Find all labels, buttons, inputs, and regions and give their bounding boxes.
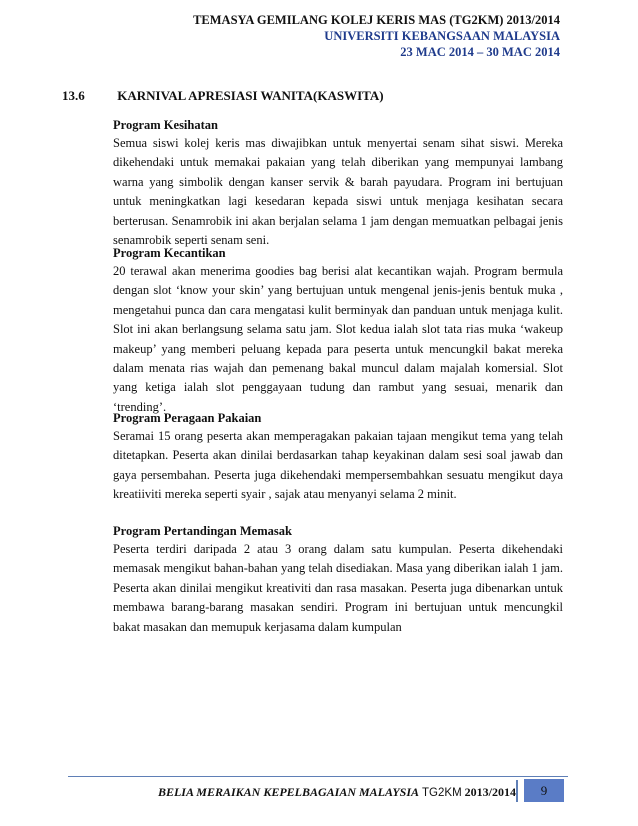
program-block-peragaan-pakaian xyxy=(113,411,563,505)
page-footer xyxy=(68,778,568,804)
page-number: 9 xyxy=(524,779,564,802)
header-university: UNIVERSITI KEBANGSAAN MALAYSIA xyxy=(324,29,560,43)
section-heading xyxy=(62,88,384,104)
program-body: 20 terawal akan menerima goodies bag berisi alat kecantikan wajah. Program bermula dengan slot ‘know your skin’ yang bertujuan untuk mengenal jenis-jenis bentuk muka , mengetahui punca dan cara mengatasi kulit berminyak dan panduan untuk menjaga kulit. Slot ini akan berlangsung selama satu jam. Slot kedua ialah slot tata rias muka ‘wakeup makeup’ yang memberi peluang kepada para peserta untuk mencungkil bakat mereka dalam menata rias wajah dan pemenang bakal muncul dalam majalah komersial. Slot yang ketiga ialah slot penggayaan tudung dan rambut yang sesuai, menarik dan ‘trending’. xyxy=(113,264,563,414)
program-title: Program Kecantikan xyxy=(113,246,226,260)
footer-divider xyxy=(68,776,568,777)
section-number: 13.6 xyxy=(62,88,85,103)
footer-slogan: BELIA MERAIKAN KEPELBAGAIAN MALAYSIA xyxy=(157,785,420,799)
footer-text xyxy=(158,785,516,800)
program-title: Program Pertandingan Memasak xyxy=(113,524,292,538)
program-body: Seramai 15 orang peserta akan memperagakan pakaian tajaan mengikut tema yang telah ditetapkan. Peserta akan dinilai berdasarkan tahap keyakinan dalam sesi soal jawab dan gaya persembahan. Peserta juga dikehendaki mempersembahkan sesuatu mengikut daya kreatiiviti mereka seperti syair , sajak atau menyanyi selama 2 minit. xyxy=(113,429,563,502)
header-date-range: 23 MAC 2014 – 30 MAC 2014 xyxy=(400,45,560,59)
program-block-kecantikan xyxy=(113,246,563,417)
header-event-title: TEMASYA GEMILANG KOLEJ KERIS MAS (TG2KM) 2013/2014 xyxy=(193,13,560,27)
program-title: Program Kesihatan xyxy=(113,118,218,132)
program-block-pertandingan-memasak xyxy=(113,524,563,637)
program-body: Peserta terdiri daripada 2 atau 3 orang dalam satu kumpulan. Peserta dikehendaki memasak mengikut bahan-bahan yang telah disediakan. Masa yang diberikan ialah 1 jam. Peserta akan dinilai mengikut kreativiti dan rasa masakan. Peserta juga dibenarkan untuk membawa barang-barang masakan sendiri. Program ini bertujuan untuk mencungkil bakat masakan dan memupuk kerjasama dalam kumpulan xyxy=(113,542,563,634)
program-body: Semua siswi kolej keris mas diwajibkan untuk menyertai senam sihat siswi. Mereka dikehendaki untuk memakai pakaian yang telah diberikan yang mempunyai lambang warna yang simbolik dengan kanser servik & barah payudara. Program ini bertujuan untuk meningkatkan lagi kesedaran kepada siswi untuk menjaga kesihatan secara berterusan. Senamrobik ini akan berjalan selama 1 jam dengan memuatkan pelbagai jenis senamrobik seperti senam seni. xyxy=(113,136,563,248)
footer-year: 2013/2014 xyxy=(464,785,516,799)
footer-code: TG2KM xyxy=(422,787,462,799)
page-header xyxy=(193,12,560,60)
program-block-kesihatan xyxy=(113,118,563,250)
section-title: KARNIVAL APRESIASI WANITA(KASWITA) xyxy=(117,88,384,103)
program-title: Program Peragaan Pakaian xyxy=(113,411,262,425)
footer-separator xyxy=(516,780,518,802)
